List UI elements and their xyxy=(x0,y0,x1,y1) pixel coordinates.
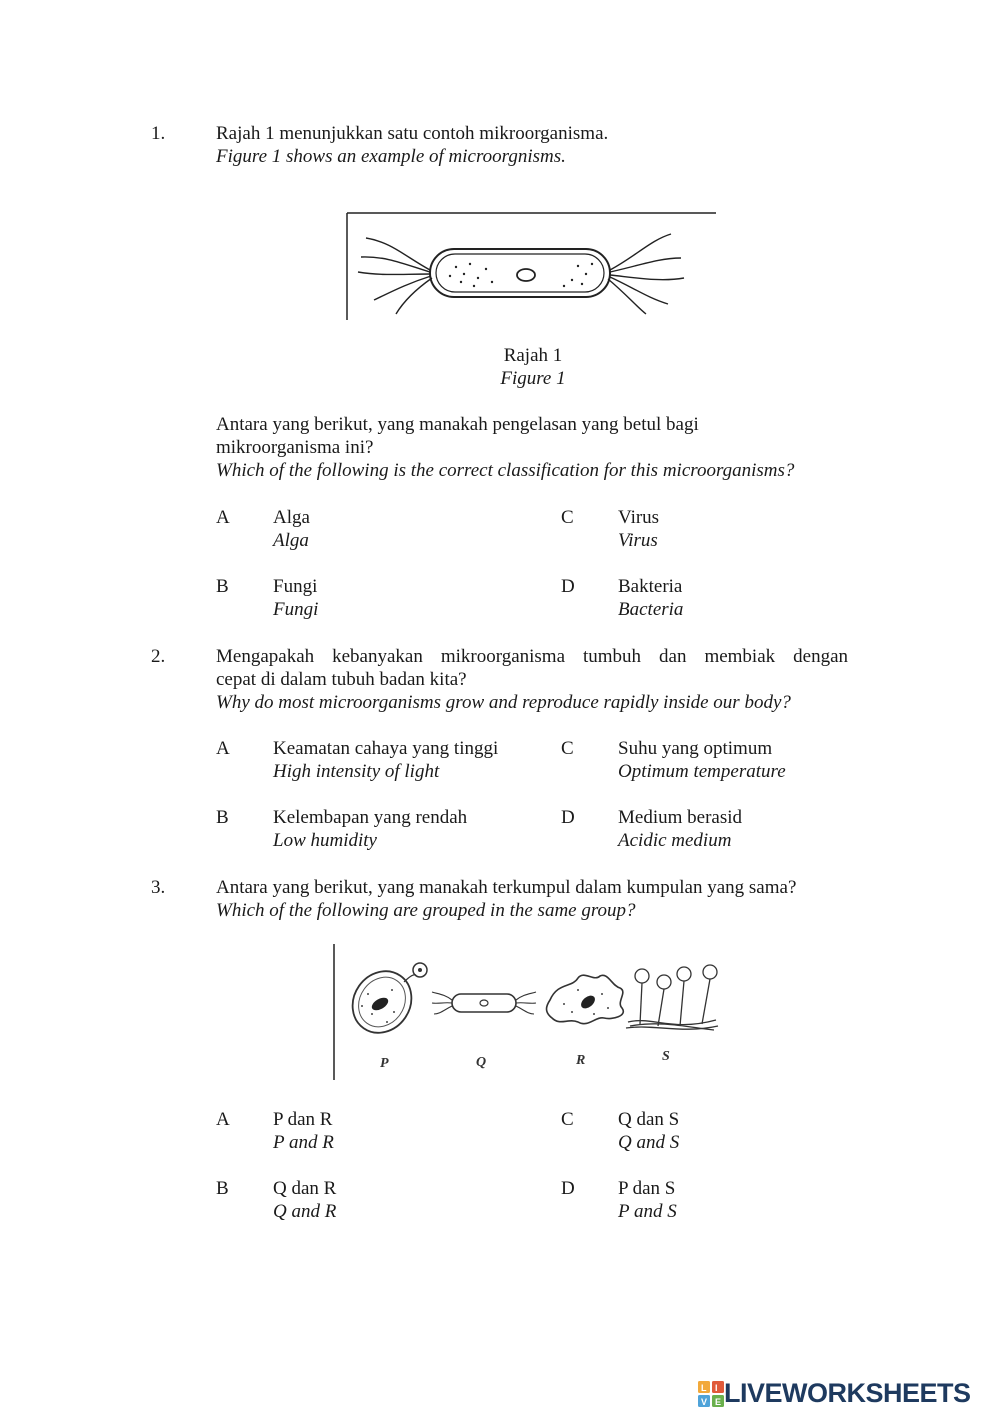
option-text-english: Acidic medium xyxy=(618,830,732,851)
figure-label-r: R xyxy=(576,1053,586,1068)
option-text-malay: Medium berasid xyxy=(618,807,743,828)
organism-r-drawing xyxy=(547,975,624,1024)
option-text-english: Virus xyxy=(618,530,658,551)
option-letter: B xyxy=(216,807,229,828)
option-text-malay: Keamatan cahaya yang tinggi xyxy=(273,738,499,759)
figure-microorganisms-pqrs xyxy=(332,942,724,1082)
question-1-stem-malay: Rajah 1 menunjukkan satu contoh mikroorganisma. xyxy=(216,123,609,144)
question-2-number: 2. xyxy=(151,646,166,667)
question-2-stem-malay-line1: Mengapakah kebanyakan mikroorganisma tumbuh dan membiak dengan xyxy=(216,646,848,667)
option-letter: B xyxy=(216,1178,229,1199)
option-letter: C xyxy=(561,507,574,528)
option-text-malay: P dan R xyxy=(273,1109,333,1130)
badge-letter-v: V xyxy=(701,1396,708,1407)
question-1-stem-english: Figure 1 shows an example of microorgnisms. xyxy=(216,146,566,167)
option-letter: D xyxy=(561,576,575,597)
option-text-english: Q and S xyxy=(618,1132,680,1153)
question-1-number: 1. xyxy=(151,123,166,144)
option-text-malay: Suhu yang optimum xyxy=(618,738,773,759)
option-letter: C xyxy=(561,738,574,759)
liveworksheets-badge-icon xyxy=(698,1381,724,1407)
option-text-malay: Alga xyxy=(273,507,310,528)
organism-q-drawing xyxy=(432,992,536,1014)
question-2-stem-english: Why do most microorganisms grow and reproduce rapidly inside our body? xyxy=(216,692,791,713)
option-text-english: P and S xyxy=(618,1201,677,1222)
question-3-stem-malay: Antara yang berikut, yang manakah terkumpul dalam kumpulan yang sama? xyxy=(216,877,797,898)
option-letter: D xyxy=(561,1178,575,1199)
badge-letter-e: E xyxy=(715,1396,722,1407)
option-text-english: P and R xyxy=(273,1132,334,1153)
option-text-malay: Kelembapan yang rendah xyxy=(273,807,468,828)
option-text-english: Bacteria xyxy=(618,599,684,620)
option-text-english: Q and R xyxy=(273,1201,337,1222)
question-2-stem-malay-line2: cepat di dalam tubuh badan kita? xyxy=(216,669,467,690)
figure-label-p: P xyxy=(380,1056,389,1071)
figure-1-label-english: Figure 1 xyxy=(500,368,566,389)
option-letter: A xyxy=(216,507,230,528)
organism-s-drawing xyxy=(626,965,718,1030)
question-3-stem-english: Which of the following are grouped in the same group? xyxy=(216,900,636,921)
badge-letter-i: I xyxy=(715,1382,718,1393)
option-text-english: Optimum temperature xyxy=(618,761,786,782)
option-letter: C xyxy=(561,1109,574,1130)
option-text-malay: Bakteria xyxy=(618,576,683,597)
option-letter: D xyxy=(561,807,575,828)
figure-label-q: Q xyxy=(476,1055,487,1070)
option-letter: A xyxy=(216,1109,230,1130)
figure-1-label-malay: Rajah 1 xyxy=(503,345,563,366)
badge-letter-l: L xyxy=(701,1382,707,1393)
option-text-malay: Fungi xyxy=(273,576,318,597)
liveworksheets-wordmark: LIVEWORKSHEETS xyxy=(724,1378,971,1408)
option-text-english: Low humidity xyxy=(273,830,377,851)
option-letter: A xyxy=(216,738,230,759)
option-text-english: Fungi xyxy=(273,599,319,620)
liveworksheets-logo[interactable] xyxy=(698,1378,971,1409)
organism-p-drawing xyxy=(341,960,427,1045)
question-1-prompt-english: Which of the following is the correct classification for this microorganisms? xyxy=(216,460,795,481)
option-text-malay: Virus xyxy=(618,507,660,528)
option-text-malay: Q dan R xyxy=(273,1178,337,1199)
option-text-english: High intensity of light xyxy=(273,761,440,782)
figure-1-bacterium-illustration xyxy=(346,212,718,322)
question-3-number: 3. xyxy=(151,877,166,898)
option-text-malay: P dan S xyxy=(618,1178,676,1199)
question-1-prompt-malay-line1: Antara yang berikut, yang manakah pengelasan yang betul bagi xyxy=(216,414,699,435)
option-text-malay: Q dan S xyxy=(618,1109,680,1130)
question-1-prompt-malay-line2: mikroorganisma ini? xyxy=(216,437,374,458)
option-text-english: Alga xyxy=(273,530,309,551)
option-letter: B xyxy=(216,576,229,597)
figure-label-s: S xyxy=(662,1049,670,1064)
